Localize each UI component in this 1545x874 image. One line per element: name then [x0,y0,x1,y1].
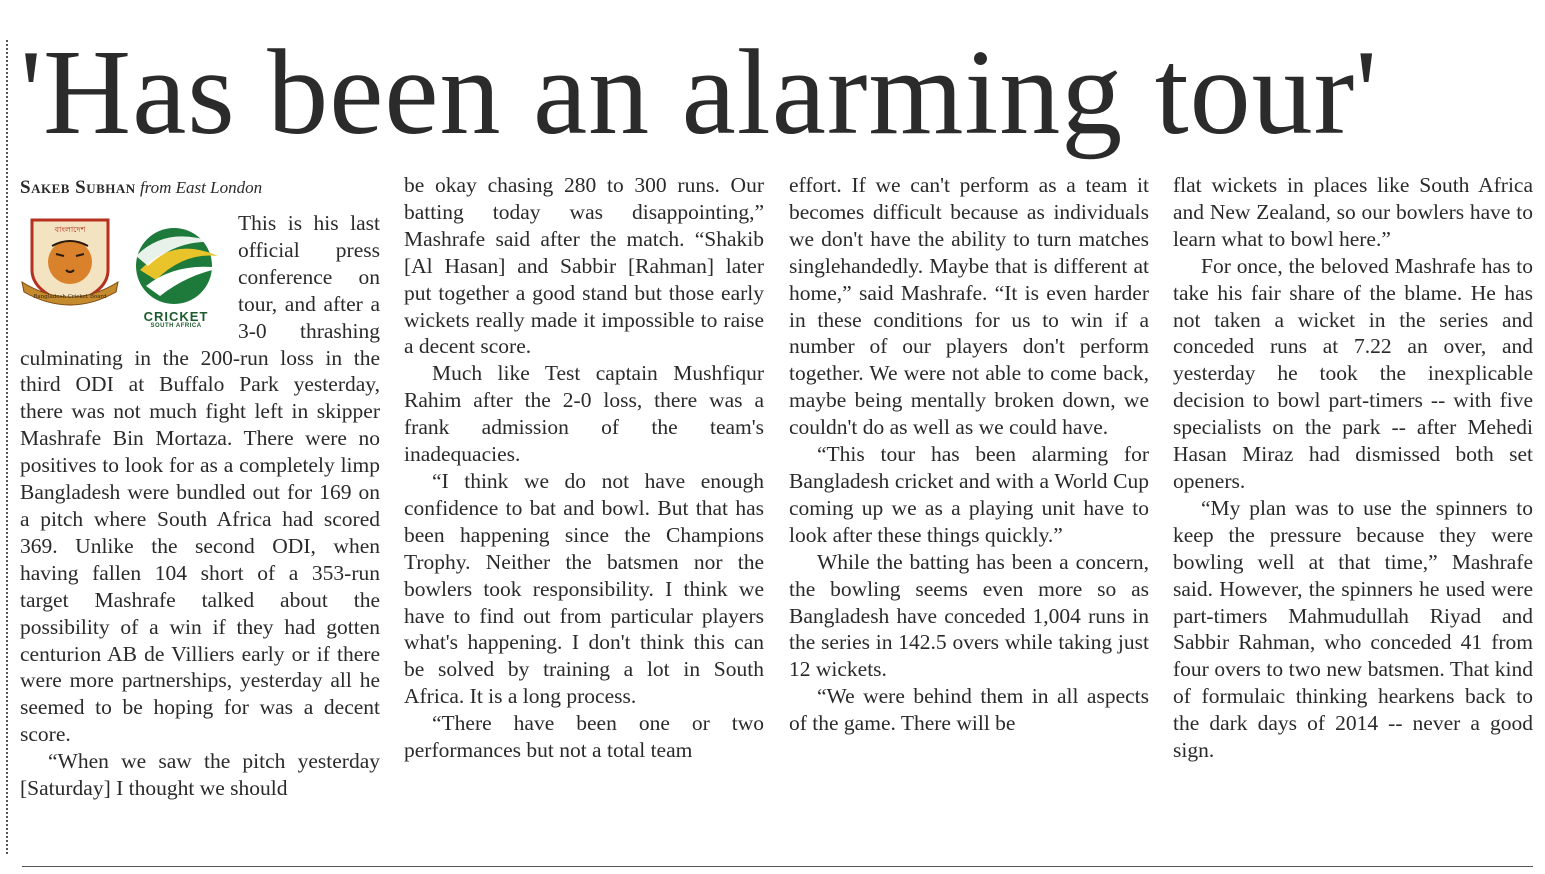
paragraph-3: Much like Test captain Mushfiqur Rahim after the 2-0 loss, there was a frank admission of the team's inadequacies. [404,361,764,467]
byline [20,172,380,204]
article-column-1 [20,172,380,802]
paragraph-2-cont: be okay chasing 280 to 300 runs. Our batting today was disappointing,” Mashrafe said after the match. “Shakib [Al Hasan] and Sabbir [Rahman] later put together a good stand but those early wickets really made it impossible to raise a decent score. [404,173,764,359]
paragraph-1: This is his last official press conference on tour, and after a 3-0 thrashing culminating in the 200-run loss in the third ODI at Buffalo Park yesterday, there was not much fight left in skipper Mashrafe Bin Mortaza. There were no positives to look for as a completely limp Bangladesh were bundled out for 169 on a pitch where South Africa had scored 369. Unlike the second ODI, when having fallen 104 short of a 353-run target Mashrafe talked about the possibility of a win if they had gotten centurion AB de Villiers early or if there were more partnerships, yesterday all he seemed to be hoping for was a decent score. [20,211,380,747]
csa-logo-sub-text: SOUTH AFRICA [150,323,202,329]
byline-location: from East London [139,178,263,197]
article-column-2 [404,172,764,764]
article-column-4 [1173,172,1533,764]
paragraph-8-start: “We were behind them in all aspects of the game. There will be [789,684,1149,736]
paragraph-10: “My plan was to use the spinners to keep the pressure because they were bowling well at that time,” Mashrafe said. However, the spinners he used were part-timers Mahmudullah Riyad and Sabbir Rahman, who conceded 41 from four overs to two new batsmen. That kind of formulaic thinking hearkens back to the dark days of 2014 -- never a good sign. [1173,495,1533,763]
paragraph-5-start: “There have been one or two performances but not a total team [404,711,764,763]
paragraph-5-cont: effort. If we can't perform as a team it becomes difficult because as individuals we don't have the ability to turn matches singlehandedly. Maybe that is different at home,” said Mashrafe. “It is even harder in these conditions for us to win if a number of our players don't perform together. We were not able to come back, maybe being mentally broken down, we couldn't do as well as we could have. [789,173,1149,440]
margin-dotted-rule [6,40,8,854]
bangladesh-cricket-board-logo [20,212,120,308]
csa-logo-wordmark [128,310,224,330]
article-column-3 [789,172,1149,737]
paragraph-8-cont: flat wickets in places like South Africa and New Zealand, so our bowlers have to learn what to bowl here.” [1173,173,1533,251]
paragraph-7: While the batting has been a concern, the bowling seems even more so as Bangladesh have conceded 1,004 runs in the series in 142.5 overs while taking just 12 wickets. [789,549,1149,682]
team-logos [20,210,232,344]
bcb-ribbon-text: Bangladesh Cricket Board [33,294,107,300]
headline: 'Has been an alarming tour' [20,25,1379,160]
paragraph-4: “I think we do not have enough confidence to bat and bowl. But that has been happening since the Champions Trophy. Neither the batsmen nor the bowlers took responsibility. I think we have to find out from particular players what's happening. I don't think this can be solved by training a lot in South Africa. It is a long process. [404,468,764,709]
paragraph-9: For once, the beloved Mashrafe has to take his fair share of the blame. He has not taken a wicket in the series and conceded runs at 7.22 an over, and yesterday he took the inexplicable decision to bowl part-timers -- with five specialists on the park -- after Mehedi Hasan Miraz had dismissed both set openers. [1173,253,1533,493]
byline-author: Sakeb Subhan [20,177,136,198]
bcb-logo-text: বাংলাদেশ [54,225,86,234]
paragraph-6: “This tour has been alarming for Bangladesh cricket and with a World Cup coming up we as a playing unit have to look after these things quickly.” [789,442,1149,547]
cricket-south-africa-logo [126,216,226,312]
bottom-rule [22,866,1533,867]
paragraph-2-start: “When we saw the pitch yesterday [Saturday] I thought we should [20,749,380,801]
csa-logo-main-text: CRICKET [143,309,209,324]
